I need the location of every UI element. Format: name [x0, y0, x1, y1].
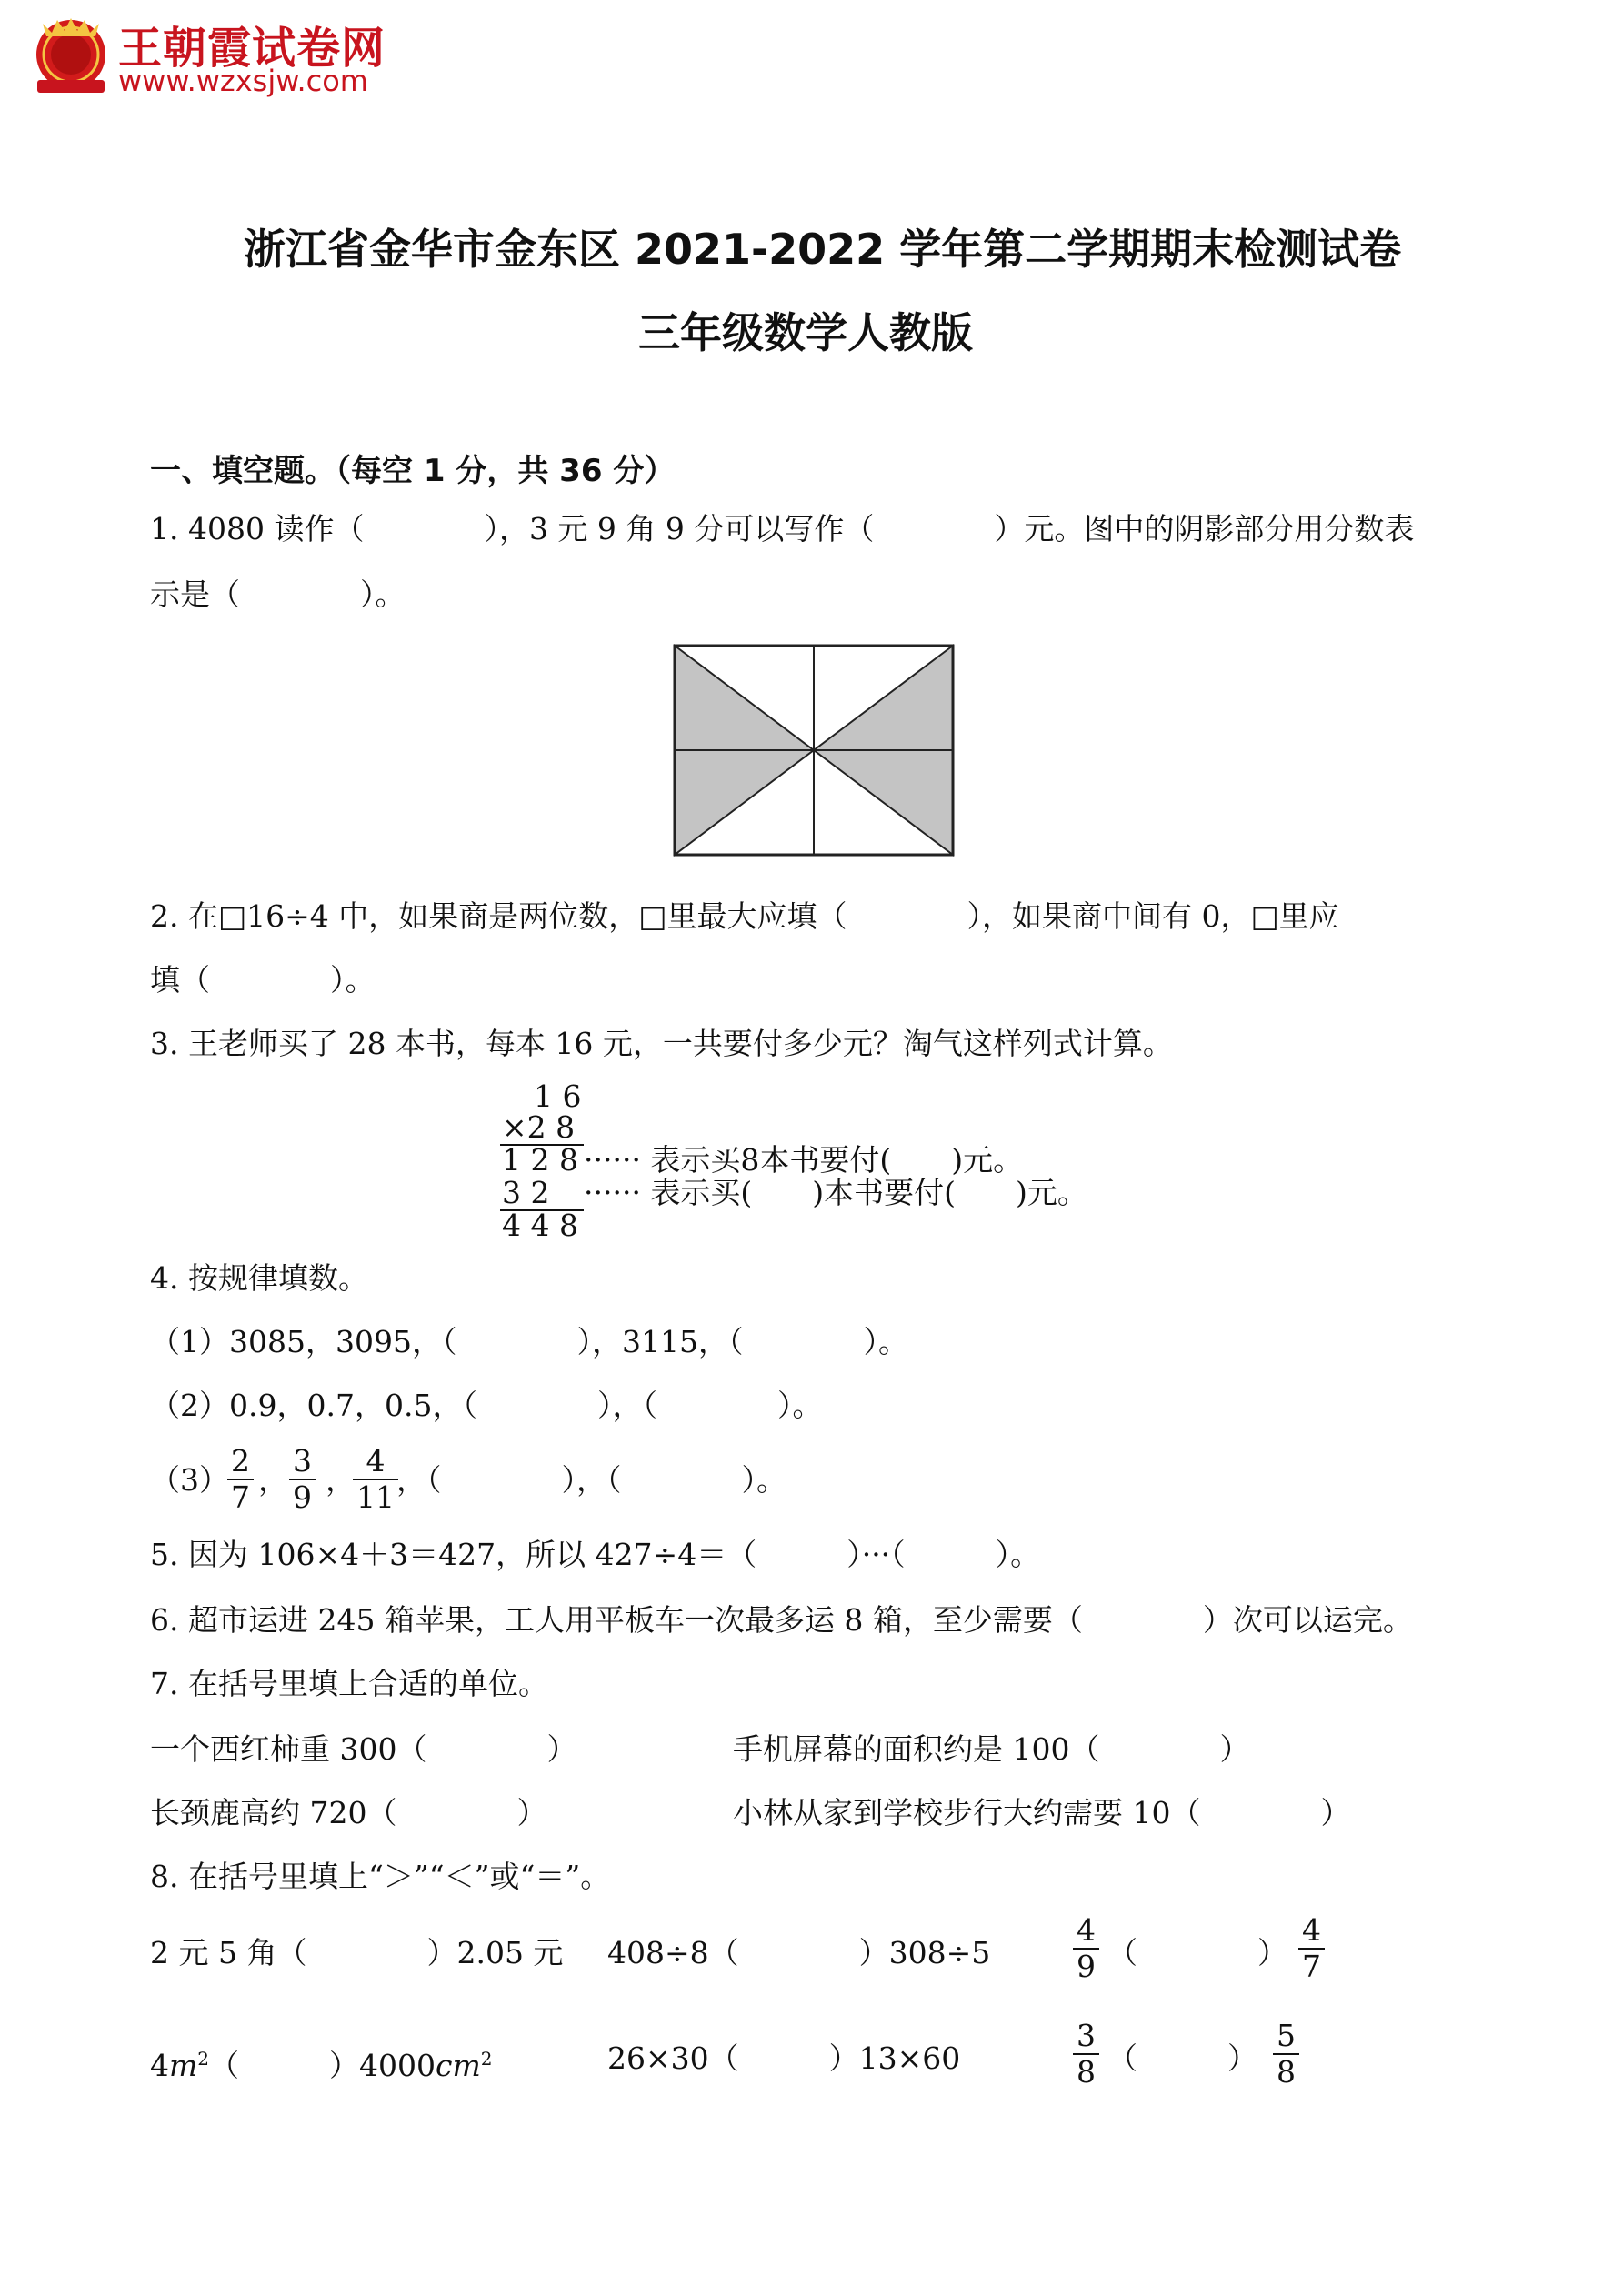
- fraction: $\frac{4}{9}$: [1073, 1913, 1099, 1984]
- fraction: $\frac{4}{11}$: [353, 1444, 398, 1515]
- logo-title: 王朝霞试卷网: [118, 23, 386, 74]
- comparison-blank: （ ）: [1107, 1935, 1287, 1970]
- question-8-item-e: 26×30（ ）13×60: [607, 2040, 961, 2076]
- question-6: 6. 超市运进 245 箱苹果，工人用平板车一次最多运 8 箱，至少需要（ ）次可以运完。: [150, 1602, 1413, 1638]
- question-7-item-d: 小林从家到学校步行大约需要 10（ ）: [733, 1795, 1351, 1830]
- question-3: 3. 王老师买了 28 本书，每本 16 元，一共要付多少元？淘气这样列式计算。: [150, 1026, 1173, 1061]
- section-heading: 一、填空题。（每空 1 分，共 36 分）: [150, 453, 676, 489]
- question-1-line2: 示是（ ）。: [150, 577, 406, 612]
- fraction: $\frac{3}{8}$: [1073, 2019, 1099, 2090]
- calc-row-3-note: ······ 表示买8本书要付( )元。: [584, 1142, 1024, 1178]
- question-8-item-a: 2 元 5 角（ ）2.05 元: [150, 1935, 564, 1970]
- question-4-part-3-rest: ，（ ），（ ）。: [396, 1462, 786, 1498]
- question-7: 7. 在括号里填上合适的单位。: [150, 1666, 548, 1701]
- fraction: $\frac{2}{7}$: [227, 1444, 254, 1515]
- fraction: $\frac{5}{8}$: [1273, 2019, 1299, 2090]
- question-4: 4. 按规律填数。: [150, 1260, 368, 1296]
- fraction: $\frac{3}{9}$: [289, 1444, 316, 1515]
- fraction: $\frac{4}{7}$: [1298, 1913, 1325, 1984]
- page-subtitle: 三年级数学人教版: [638, 308, 973, 357]
- separator: ，: [326, 1462, 356, 1498]
- calc-row-5: 4 4 8: [502, 1208, 578, 1243]
- separator: ，: [258, 1462, 288, 1498]
- question-7-item-c: 长颈鹿高约 720（ ）: [150, 1795, 547, 1830]
- question-5: 5. 因为 106×4＋3＝427，所以 427÷4＝（ ）···（ ）。: [150, 1537, 1041, 1572]
- question-8-item-b: 408÷8（ ）308÷5: [607, 1935, 991, 1970]
- shaded-rectangle-figure: [673, 644, 957, 858]
- page-title: 浙江省金华市金东区 2021-2022 学年第二学期期末检测试卷: [244, 225, 1402, 274]
- calc-row-4: 3 2: [502, 1175, 550, 1210]
- question-7-item-a: 一个西红柿重 300（ ）: [150, 1731, 577, 1767]
- question-1-line1: 1. 4080 读作（ ），3 元 9 角 9 分可以写作（ ）元。图中的阴影部分用分数表: [150, 511, 1415, 546]
- question-2-line2: 填（ ）。: [150, 962, 376, 998]
- question-8: 8. 在括号里填上“＞”“＜”或“＝”。: [150, 1859, 611, 1894]
- question-7-item-b: 手机屏幕的面积约是 100（ ）: [733, 1731, 1250, 1767]
- question-8-item-d: $4m^2$（ ）$4000cm^2$: [150, 2048, 493, 2083]
- calc-row-1: 1 6: [534, 1078, 582, 1114]
- comparison-blank: （ ）: [1107, 2040, 1257, 2076]
- calc-row-3: 1 2 8: [502, 1142, 578, 1178]
- calc-row-2: ×2 8: [502, 1109, 576, 1145]
- calc-row-4-note: ······ 表示买( )本书要付( )元。: [584, 1175, 1087, 1210]
- question-4-part-3-label: （3）: [150, 1462, 229, 1498]
- logo-url: www.wzxsjw.com: [118, 64, 368, 98]
- seal-icon: [30, 16, 112, 98]
- question-4-part-2: （2）0.9，0.7，0.5，（ ），（ ）。: [150, 1388, 823, 1423]
- question-2-line1: 2. 在□16÷4 中，如果商是两位数，□里最大应填（ ），如果商中间有 0，□里应: [150, 898, 1339, 934]
- question-4-part-1: （1）3085，3095，（ ），3115，（ ）。: [150, 1324, 908, 1359]
